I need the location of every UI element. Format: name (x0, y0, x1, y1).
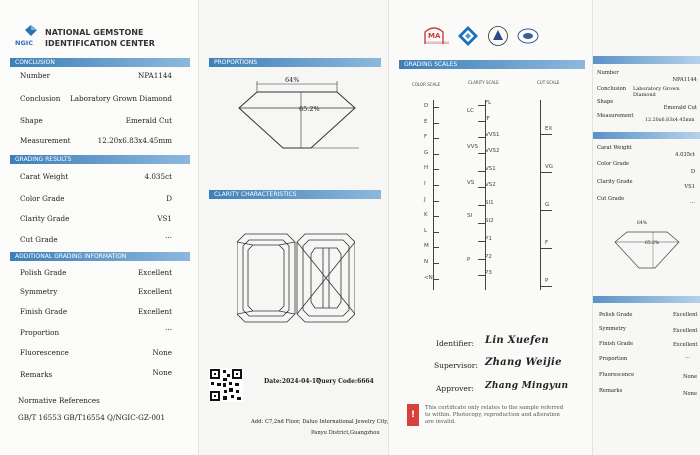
color-tick-2 (433, 138, 439, 139)
clarity-tick-6 (478, 205, 485, 206)
cut-scale-header: CUT SCALE (537, 80, 560, 85)
mini-value-measurement: 12.20x6.83x4.45mm (645, 118, 695, 123)
clarity-group-4: P (467, 257, 471, 263)
section-conclusion: CONCLUSION (10, 58, 190, 67)
color-grade-3: G (424, 149, 429, 156)
address-line2: Panyu District,Guangzhou (311, 430, 380, 436)
mini-label-measurement: Measurement (597, 113, 634, 119)
mini-label-clarity: Clarity Grade (597, 179, 633, 185)
supervisor-label: Supervisor: (434, 361, 478, 370)
diagram-panel (198, 0, 389, 455)
section-grading-scales: GRADING SCALES (399, 60, 585, 69)
color-grade-11: <N (424, 274, 433, 281)
row-value-polish: Excellent (138, 268, 172, 277)
identifier-label: Identifier: (436, 339, 474, 348)
color-grade-10: N (424, 259, 429, 265)
mini-value-polish: Excellent (673, 312, 698, 318)
color-scale-axis (433, 100, 434, 290)
clarity-tick-1 (478, 121, 485, 122)
mini-label-remarks: Remarks (599, 388, 623, 394)
mini-label-carat: Carat Weight (597, 145, 632, 151)
clarity-tick-3 (478, 153, 485, 154)
report-date: Date:2024-04-17 (264, 378, 321, 385)
mini-label-cut: Cut Grade (597, 196, 625, 202)
mini-proportion-diagram (607, 222, 687, 274)
row-value-conclusion: Laboratory Grown Diamond (70, 94, 172, 103)
references-text: GB/T 16553 GB/T16554 Q/NGIC-GZ-001 (18, 413, 166, 422)
clarity-grade-4: VS1 (485, 166, 496, 172)
table-percent: 64% (285, 76, 300, 84)
mini-grading-bar (593, 132, 700, 139)
supervisor-signature: Zhang Weijie (485, 357, 562, 368)
color-tick-9 (433, 247, 439, 248)
row-label-shape: Shape (20, 116, 43, 125)
accreditation-seal-icon (487, 25, 509, 47)
mini-label-conclusion: Conclusion (597, 86, 627, 92)
row-label-fluorescence: Fluorescence (20, 348, 69, 357)
clarity-tick-4 (478, 171, 485, 172)
clarity-tick-0 (478, 105, 485, 106)
clarity-grade-7: SI2 (485, 218, 494, 224)
mini-value-conclusion: Laboratory Grown Diamond (633, 86, 680, 98)
row-label-clarity: Clarity Grade (20, 214, 70, 223)
depth-percent: 65.2% (299, 105, 320, 113)
color-tick-8 (433, 232, 439, 233)
mini-value-clarity: VS1 (684, 184, 695, 190)
clarity-grade-8: P1 (485, 236, 492, 242)
proportion-diagram (219, 76, 369, 166)
clarity-scale-axis (485, 100, 486, 290)
color-grade-7: K (424, 212, 428, 219)
mini-value-carat: 4.035ct (675, 152, 695, 158)
notice-line3: are invalid. (425, 419, 456, 425)
row-value-fluorescence: None (152, 348, 172, 357)
mini-value-proportion: ··· (685, 355, 690, 361)
color-tick-6 (433, 201, 439, 202)
row-label-measurement: Measurement (20, 136, 71, 145)
clarity-grade-5: VS2 (485, 182, 496, 188)
clarity-group-0: LC (467, 108, 474, 114)
row-label-finish: Finish Grade (20, 307, 68, 316)
mini-label-color: Color Grade (597, 161, 630, 167)
clarity-tick-10 (478, 275, 485, 276)
row-label-color: Color Grade (20, 194, 65, 203)
mini-value-color: D (690, 169, 695, 175)
color-grade-9: M (424, 243, 429, 250)
row-value-carat: 4.035ct (144, 172, 172, 181)
references-title: Normative References (18, 396, 100, 405)
color-grade-0: D (424, 103, 429, 109)
clarity-tick-2 (478, 137, 485, 138)
org-name-line1: NATIONAL GEMSTONE (45, 28, 144, 37)
mini-additional-bar (593, 296, 700, 303)
report-summary-panel (0, 0, 198, 455)
color-grade-6: J (424, 196, 426, 203)
clarity-plot-diagram (237, 232, 355, 326)
color-tick-7 (433, 216, 439, 217)
mini-summary-panel (592, 0, 700, 455)
row-label-remarks: Remarks (20, 370, 53, 379)
clarity-group-3: SI (467, 213, 473, 219)
address-label: Add: (251, 419, 264, 425)
clarity-grade-9: P2 (485, 254, 492, 260)
row-value-proportion: ··· (165, 325, 172, 334)
row-value-measurement: 12.20x6.83x4.45mm (97, 136, 172, 145)
row-value-clarity: VS1 (157, 214, 172, 223)
cut-tick-3 (540, 248, 552, 249)
cut-tick-0 (540, 134, 552, 135)
clarity-tick-5 (478, 187, 485, 188)
address-line1: C7,2nd Floor, Daluo International Jewelry City, (265, 419, 389, 425)
row-value-remarks: None (152, 368, 172, 377)
cut-grade-3: F (545, 240, 549, 246)
clarity-grade-3: VVS2 (485, 148, 500, 154)
org-name-line2: IDENTIFICATION CENTER (45, 39, 155, 48)
diamond-mark-icon (457, 25, 479, 47)
section-grading-results: GRADING RESULTS (10, 155, 190, 164)
row-value-shape: Emerald Cut (125, 116, 172, 125)
color-tick-1 (433, 123, 439, 124)
clarity-scale-header: CLARITY SCALE (468, 80, 499, 85)
clarity-tick-9 (478, 259, 485, 260)
color-tick-10 (433, 263, 439, 264)
section-clarity: CLARITY CHARACTERISTICS (209, 190, 381, 199)
row-label-polish: Polish Grade (20, 268, 67, 277)
grading-scales-panel (388, 0, 593, 455)
color-grade-1: E (424, 118, 428, 125)
section-additional: ADDITIONAL GRADING INFORMATION (10, 252, 190, 261)
color-tick-0 (433, 107, 439, 108)
clarity-group-2: VS (467, 180, 475, 186)
approver-label: Approver: (436, 384, 474, 393)
cut-tick-4 (540, 286, 552, 287)
mini-value-finish: Excellent (673, 342, 698, 348)
warning-icon: ! (407, 404, 419, 426)
row-label-conclusion: Conclusion (20, 94, 61, 103)
color-grade-2: F (424, 134, 428, 141)
mini-label-polish: Polish Grade (599, 312, 633, 318)
color-tick-3 (433, 154, 439, 155)
color-grade-8: L (424, 227, 428, 234)
cut-tick-2 (540, 210, 552, 211)
query-code: Query Code:6664 (316, 378, 374, 385)
mini-label-fluorescence: Fluorescence (599, 372, 635, 378)
mini-label-number: Number (597, 70, 619, 76)
mini-value-cut: ··· (690, 200, 695, 206)
cut-grade-1: VG (545, 164, 554, 170)
mini-label-symmetry: Symmetry (599, 326, 626, 332)
mini-value-fluorescence: None (683, 374, 698, 380)
clarity-grade-1: IF (485, 116, 490, 122)
cut-grade-2: G (545, 202, 550, 208)
mini-value-number: NPA1144 (672, 77, 697, 83)
mini-label-finish: Finish Grade (599, 341, 634, 347)
identifier-signature: Lin Xuefen (485, 335, 549, 346)
qr-code-icon[interactable] (209, 368, 243, 402)
color-tick-4 (433, 169, 439, 170)
color-tick-5 (433, 185, 439, 186)
mini-value-remarks: None (683, 391, 698, 397)
row-label-symmetry: Symmetry (20, 287, 58, 296)
section-proportions: PROPORTIONS (209, 58, 381, 67)
institution-logo-icon (517, 26, 539, 46)
notice-line2: to within. Photocopy, reproduction and alteration (425, 412, 560, 418)
clarity-tick-7 (478, 223, 485, 224)
row-label-carat: Carat Weight (20, 172, 69, 181)
row-value-symmetry: Excellent (138, 287, 172, 296)
mini-table-percent: 64% (637, 221, 648, 226)
cut-scale-axis (540, 100, 541, 290)
clarity-tick-8 (478, 241, 485, 242)
mini-depth-percent: 65.2% (645, 241, 660, 246)
cut-tick-1 (540, 172, 552, 173)
notice-line1: This certificate only relates to the sample referred (425, 405, 564, 411)
mini-value-shape: Emerald Cut (663, 105, 697, 111)
cut-grade-0: EX (545, 126, 553, 132)
row-value-cut: ··· (165, 233, 172, 242)
clarity-grade-0: FL (485, 100, 492, 106)
mini-label-proportion: Proportion (599, 356, 628, 362)
row-value-color: D (166, 194, 172, 203)
color-scale-header: COLOR SCALE (412, 82, 441, 87)
cut-grade-4: P (545, 278, 549, 284)
color-tick-11 (433, 279, 439, 280)
color-grade-4: H (424, 165, 429, 172)
mini-header-bar (593, 56, 700, 64)
row-label-proportion: Proportion (20, 328, 60, 337)
logo-text: NGIC (15, 39, 33, 47)
cma-logo-text: MA (428, 32, 441, 40)
row-value-finish: Excellent (138, 307, 172, 316)
color-grade-5: I (424, 181, 426, 187)
cma-logo-number: 200000000000 (425, 41, 450, 45)
mini-label-shape: Shape (597, 99, 614, 105)
approver-signature: Zhang Mingyun (485, 381, 569, 391)
clarity-group-1: VVS (467, 144, 479, 150)
row-label-number: Number (20, 71, 51, 80)
row-value-number: NPA1144 (138, 71, 172, 80)
clarity-grade-6: SI1 (485, 200, 494, 206)
clarity-grade-10: P3 (485, 270, 492, 276)
clarity-grade-2: VVS1 (485, 132, 500, 138)
mini-value-symmetry: Excellent (673, 328, 698, 334)
row-label-cut: Cut Grade (20, 235, 58, 244)
